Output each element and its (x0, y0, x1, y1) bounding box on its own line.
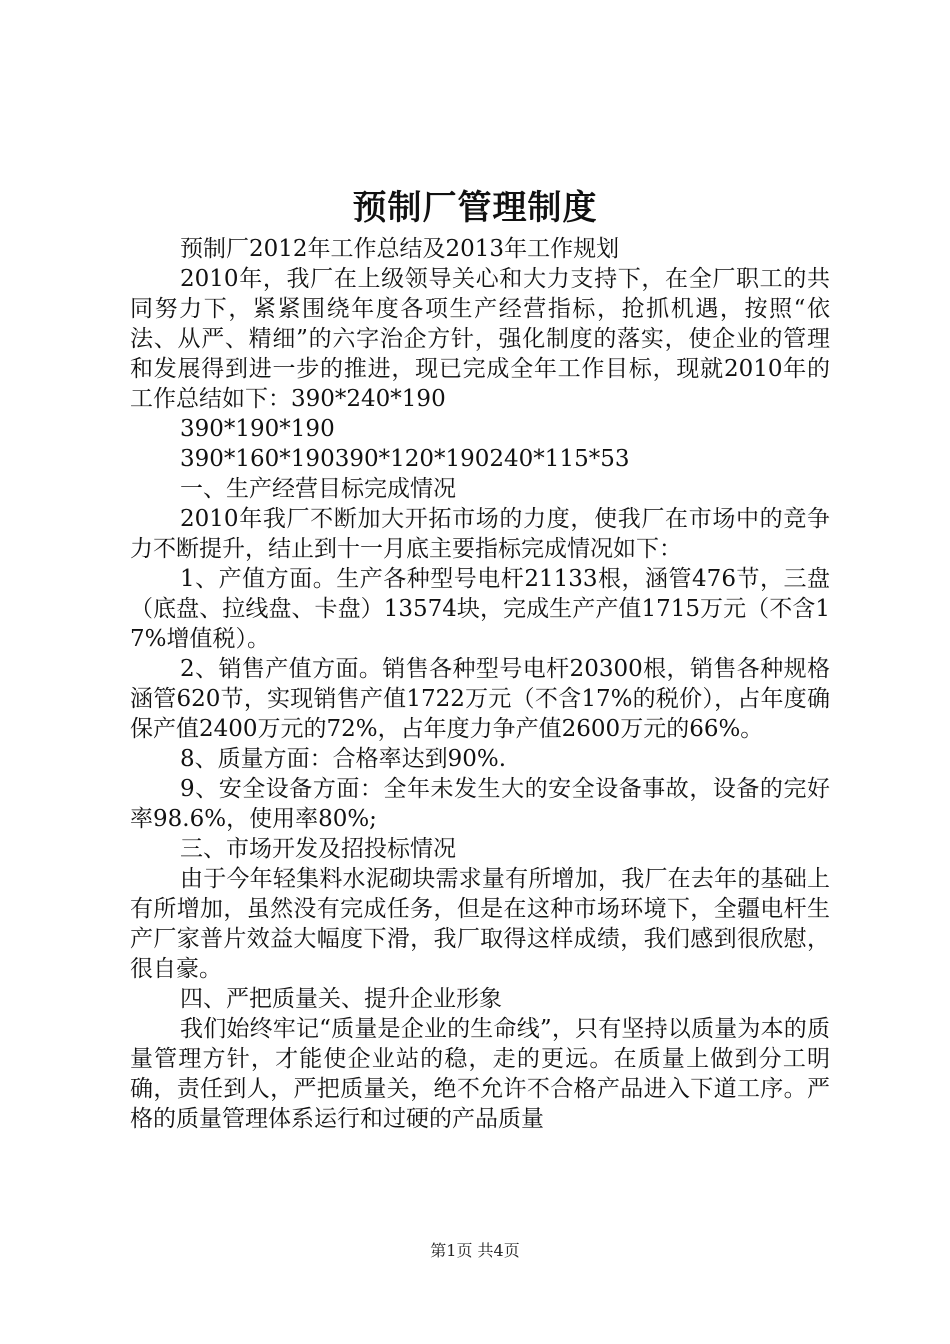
paragraph: 2、销售产值方面。销售各种型号电杆20300根，销售各种规格涵管620节，实现销售产值1722万元（不含17%的税价），占年度确保产值2400万元的72%，占年度力争产值2600万元的66%。 (130, 656, 830, 742)
paragraph: 由于今年轻集料水泥砌块需求量有所增加，我厂在去年的基础上有所增加，虽然没有完成任务，但是在这种市场环境下，全疆电杆生产厂家普片效益大幅度下滑，我厂取得这样成绩，我们感到很欣慰，很自豪。 (130, 866, 830, 982)
section-heading: 三、市场开发及招投标情况 (180, 836, 456, 862)
paragraph: 1、产值方面。生产各种型号电杆21133根，涵管476节，三盘（底盘、拉线盘、卡盘）13574块，完成生产产值1715万元（不含17%增值税）。 (130, 566, 830, 652)
paragraph: 390*160*190390*120*190240*115*53 (180, 446, 630, 472)
document-body (130, 234, 830, 1134)
paragraph: 390*190*190 (180, 416, 335, 442)
page-number-footer: 第1页 共4页 (430, 1241, 520, 1260)
section-heading: 一、生产经营目标完成情况 (180, 476, 456, 502)
paragraph: 2010年，我厂在上级领导关心和大力支持下，在全厂职工的共同努力下，紧紧围绕年度各项生产经营指标，抢抓机遇，按照“依法、从严、精细”的六字治企方针，强化制度的落实，使企业的管理和发展得到进一步的推进，现已完成全年工作目标，现就2010年的工作总结如下：390*240*190 (130, 266, 830, 412)
paragraph: 预制厂2012年工作总结及2013年工作规划 (180, 236, 620, 262)
paragraph: 9、安全设备方面：全年未发生大的安全设备事故，设备的完好率98.6%，使用率80%; (130, 776, 830, 832)
document-title: 预制厂管理制度 (352, 188, 598, 228)
paragraph: 8、质量方面：合格率达到90%. (180, 746, 507, 772)
section-heading: 四、严把质量关、提升企业形象 (180, 986, 502, 1012)
paragraph: 我们始终牢记“质量是企业的生命线”，只有坚持以质量为本的质量管理方针，才能使企业站的稳，走的更远。在质量上做到分工明确，责任到人，严把质量关，绝不允许不合格产品进入下道工序。严格的质量管理体系运行和过硬的产品质量 (130, 1016, 830, 1132)
paragraph: 2010年我厂不断加大开拓市场的力度，使我厂在市场中的竞争力不断提升，结止到十一月底主要指标完成情况如下： (130, 506, 830, 562)
